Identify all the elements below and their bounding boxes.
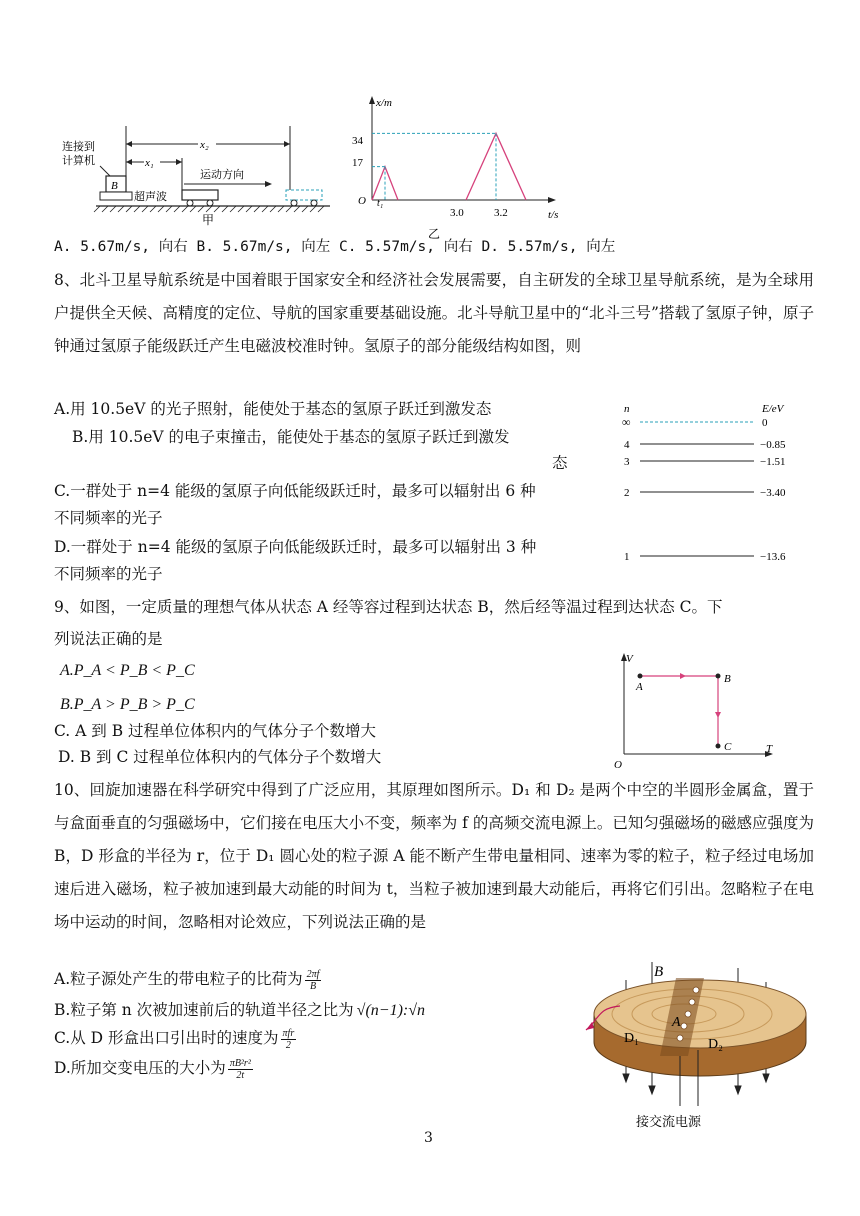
b-label: B [111, 180, 118, 192]
xt-plot [372, 133, 526, 200]
q8-option-c-line1: C.一群处于 n=4 能级的氢原子向低能级跃迁时，最多可以辐射出 6 种 [54, 482, 536, 500]
q8-option-b-line1: B.用 10.5eV 的电子束撞击，能使处于基态的氢原子跃迁到激发 [72, 428, 510, 446]
q10-option-c-frac [281, 1028, 297, 1051]
q10-option-d-text: D.所加交变电压的大小为 [54, 1059, 226, 1077]
vt-origin: O [614, 759, 622, 771]
level-2-n: 2 [624, 487, 630, 499]
x2-label: x₂ [200, 139, 209, 151]
ultrasound-label: 超声波 [134, 191, 167, 203]
figure-yi [344, 92, 574, 242]
frac-den: 2t [236, 1069, 245, 1081]
q10-option-a-frac [305, 969, 322, 992]
q9-stem-line2: 列说法正确的是 [54, 630, 163, 648]
label-a: A [636, 681, 643, 693]
point-b [716, 674, 721, 679]
q9-stem-line1: 9、如图，一定质量的理想气体从状态 A 经等容过程到达状态 B，然后经等温过程到达状态 C。下 [54, 598, 723, 616]
energy-level-diagram [614, 398, 804, 570]
y-tick-17: 17 [352, 157, 363, 169]
q10-option-a [54, 968, 321, 992]
level-2-e: −3.40 [760, 487, 786, 499]
frac-den: B [309, 980, 317, 992]
q9-option-c: C. A 到 B 过程单位体积内的气体分子个数增大 [54, 722, 377, 740]
cyclotron-b: B [654, 964, 664, 980]
q8-option-d-line1: D.一群处于 n=4 能级的氢原子向低能级跃迁时，最多可以辐射出 3 种 [54, 538, 537, 556]
q8-option-a: A.用 10.5eV 的光子照射，能使处于基态的氢原子跃迁到激发态 [54, 400, 492, 418]
q10-option-c-text: C.从 D 形盒出口引出时的速度为 [54, 1029, 279, 1047]
level-4-n: 4 [624, 439, 630, 451]
cyclotron-figure [580, 960, 820, 1132]
q9-option-b: B.P_A > P_B > P_C [60, 696, 195, 713]
computer-label-2: 计算机 [62, 155, 95, 167]
y-tick-34: 34 [352, 135, 363, 147]
q10-option-b [54, 999, 425, 1022]
cyclotron-d2: D₂ [708, 1037, 723, 1052]
level-inf-n: ∞ [622, 415, 631, 429]
level-header-e: E/eV [762, 403, 784, 415]
q10-option-d [54, 1057, 253, 1081]
frac-den: 2 [285, 1039, 291, 1051]
x-tick-t1: t₁ [377, 198, 384, 209]
q8-option-d-line2: 不同频率的光子 [54, 565, 163, 583]
x-tick-3-2: 3.2 [494, 207, 508, 219]
level-3-n: 3 [624, 456, 630, 468]
label-c: C [724, 741, 732, 753]
motion-label: 运动方向 [200, 169, 244, 181]
fig-yi-caption: 乙 [428, 227, 441, 241]
q8-option-c-line2: 不同频率的光子 [54, 509, 163, 527]
level-inf-e: 0 [762, 417, 768, 429]
level-4-e: −0.85 [760, 439, 786, 451]
x-axis-label: t/s [548, 209, 559, 221]
x1-label: x₁ [145, 157, 154, 169]
figure-jia [60, 118, 350, 230]
cyclotron-caption: 接交流电源 [636, 1115, 702, 1130]
q10-option-b-text: B.粒子第 n 次被加速前后的轨道半径之比为 [54, 1001, 354, 1019]
q10-option-d-frac [228, 1058, 253, 1081]
fig-jia-caption: 甲 [202, 213, 215, 227]
vt-x-axis: T [766, 743, 773, 755]
q7-options: A. 5.67m/s, 向右 B. 5.67m/s, 向左 C. 5.57m/s, 向右 D. 5.57m/s, 向左 [54, 239, 616, 255]
page-number: 3 [424, 1130, 433, 1146]
computer-label-1: 连接到 [62, 141, 95, 153]
level-1-e: −13.6 [760, 551, 786, 563]
q8-stem: 8、北斗卫星导航系统是中国着眼于国家安全和经济社会发展需要，自主研发的全球卫星导航系统，是为全球用户提供全天候、高精度的定位、导航的国家重要基础设施。北斗导航卫星中的“北斗三号”搭载了氢原子钟，原子钟通过氢原子能级跃迁产生电磁波校准时钟。氢原子的部分能级结构如图，则 [54, 271, 814, 355]
q10-option-c [54, 1027, 296, 1051]
q9-option-d: D. B 到 C 过程单位体积内的气体分子个数增大 [58, 748, 382, 766]
y-axis-label: x/m [376, 97, 392, 109]
x-tick-3-0: 3.0 [450, 207, 464, 219]
frac-num: πfr [282, 1027, 295, 1039]
point-a [638, 674, 643, 679]
q10-stem: 10、回旋加速器在科学研究中得到了广泛应用，其原理如图所示。D₁ 和 D₂ 是两个中空的半圆形金属盒，置于与盒面垂直的匀强磁场中，它们接在电压大小不变，频率为 f 的高频交流电源上。已知匀强磁场的磁感应强度为 B，D 形盒的半径为 r，位于 D₁ 圆心处的粒子源 A 能不断产生带电量相同、速率为零的粒子，粒子经过电场加速后进入磁场，粒子被加速到最大动能的时间为 t，当粒子被加速到最大动能后，再将它们引出。忽略粒子在电场中运动的时间，忽略相对论效应，下列说法正确的是 [54, 781, 814, 931]
point-c [716, 744, 721, 749]
level-3-e: −1.51 [760, 456, 786, 468]
frac-num: πB²r² [229, 1057, 251, 1069]
q10-option-a-text: A.粒子源处产生的带电粒子的比荷为 [54, 970, 303, 988]
frac-num: 2πf [306, 968, 320, 980]
label-b: B [724, 673, 731, 685]
q9-option-a: A.P_A < P_B < P_C [60, 662, 195, 679]
cyclotron-a: A [672, 1015, 681, 1030]
origin-label: O [358, 195, 366, 207]
level-1-n: 1 [624, 551, 630, 563]
vt-graph [610, 650, 782, 772]
q8-option-b-line2: 态 [552, 454, 568, 472]
vt-y-axis: V [626, 653, 633, 665]
level-header-n: n [624, 403, 630, 415]
cyclotron-d1: D₁ [624, 1031, 639, 1046]
q10-option-b-math: √(n−1):√n [356, 1002, 425, 1019]
